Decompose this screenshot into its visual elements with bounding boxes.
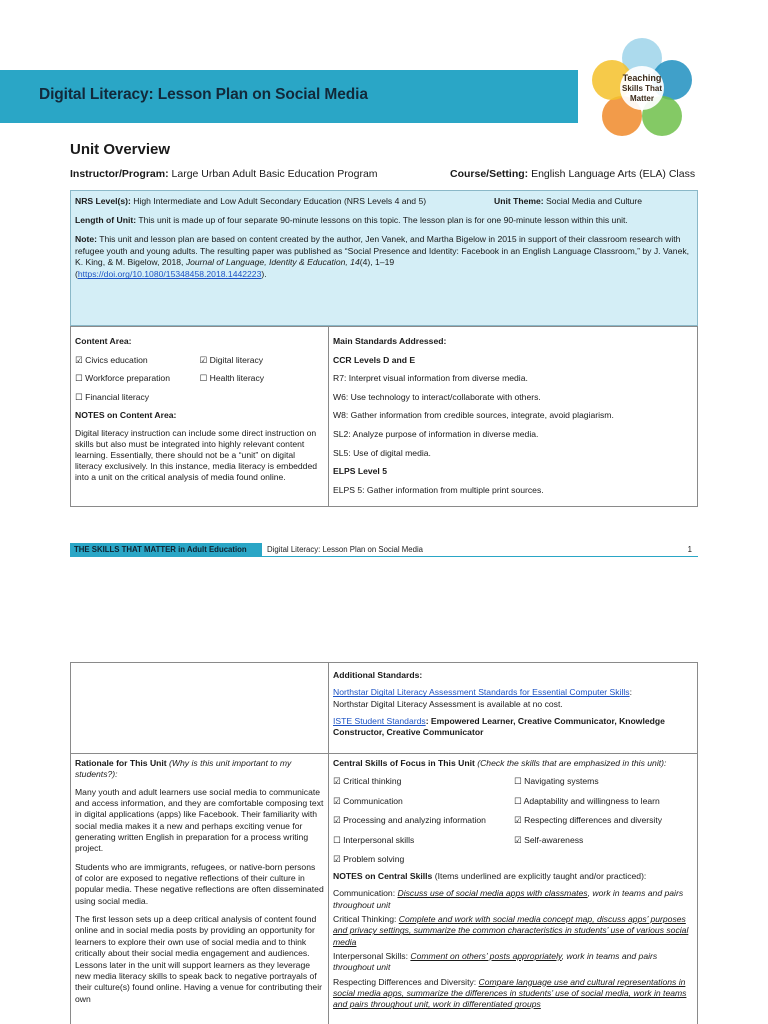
page-footer xyxy=(70,543,698,557)
central-skills-label: Central Skills of Focus in This Unit xyxy=(333,758,475,768)
content-area-cell xyxy=(71,327,329,506)
checkbox-digital-literacy[interactable]: ☑ Digital literacy xyxy=(199,354,264,365)
standard-item: W8: Gather information from credible sources, integrate, avoid plagiarism. xyxy=(333,410,614,421)
rationale-label: Rationale for This Unit xyxy=(75,758,167,768)
checkbox-civics[interactable]: ☑ Civics education xyxy=(75,354,148,365)
note-critical-thinking: Critical Thinking: Complete and work with social media concept map, discuss apps’ purposes and privacy settings, summarize the common characteristics in students’ use of various social media xyxy=(333,913,689,947)
checkbox-workforce[interactable]: ☐ Workforce preparation xyxy=(75,373,170,384)
checkbox-interpersonal[interactable]: ☐ Interpersonal skills xyxy=(333,834,415,845)
rationale-p3: The first lesson sets up a deep critical analysis of content found online and in social media posts by providing an opportunity for learners to explore their own use of social media and to think critically about their social media engagement and audiences. Lessons later in the unit will support learners as they leverage new media literacy skills to speak back to negative portrayals of their culture(s) found online. Having a venue for contributing their own xyxy=(75,914,322,1004)
instructor-label: Instructor/Program: Large Urban Adult Basic Education Program xyxy=(70,168,378,180)
checked-box-icon: ☑ xyxy=(333,854,341,865)
logo-text-1: Teaching xyxy=(622,73,662,83)
northstar-note: Northstar Digital Literacy Assessment is available at no cost. xyxy=(333,698,563,709)
checkbox-adaptability[interactable]: ☐ Adaptability and willingness to learn xyxy=(514,795,660,806)
unchecked-box-icon: ☐ xyxy=(333,834,341,845)
course-setting: Course/Setting: English Language Arts (ELA) Class xyxy=(450,168,696,180)
footer-brand: THE SKILLS THAT MATTER in Adult Education xyxy=(70,543,262,557)
unchecked-box-icon: ☐ xyxy=(75,373,83,384)
unit-length: Length of Unit: This unit is made up of four separate 90-minute lessons on this topic. The lesson plan is for one 90-minute lesson within this unit. xyxy=(75,214,628,225)
footer-doc-title: Digital Literacy: Lesson Plan on Social Media xyxy=(267,545,424,554)
checkbox-problem-solving[interactable]: ☑ Problem solving xyxy=(333,854,405,865)
empty-cell xyxy=(71,663,329,753)
ccr-label: CCR Levels D and E xyxy=(333,354,416,365)
main-standards-cell xyxy=(329,327,697,506)
checkbox-financial[interactable]: ☐ Financial literacy xyxy=(75,391,150,402)
checked-box-icon: ☑ xyxy=(514,834,522,845)
unit-overview-heading: Unit Overview xyxy=(70,141,171,158)
standard-item: R7: Interpret visual information from diverse media. xyxy=(333,373,528,384)
main-standards-label: Main Standards Addressed: xyxy=(333,336,447,346)
rationale-cell xyxy=(71,754,329,1024)
unit-note: Note: This unit and lesson plan are based on content created by the author, Jen Vanek, and Martha Bigelow in 2015 in support of their classroom research with refugee youth and young adults. The resulting paper was published as “Social Presence and Identity: Facebook in an English Language Classroom,” by J. Vanek, K. King, & M. Bigelow, 2018, Journal of Language, Identity & Education, 14(4), 1–19 (https://doi.org/10.1080/15348458.2018.1442223). xyxy=(75,233,690,280)
unit-theme: Unit Theme: Social Media and Culture xyxy=(494,196,643,206)
unchecked-box-icon: ☐ xyxy=(514,776,522,787)
central-notes-label: NOTES on Central Skills xyxy=(333,870,433,881)
checked-box-icon: ☑ xyxy=(333,815,341,826)
page-number: 1 xyxy=(687,545,692,554)
standard-item: W6: Use technology to interact/collaborate with others. xyxy=(333,391,541,402)
content-area-label: Content Area: xyxy=(75,336,132,346)
rationale-p2: Students who are immigrants, refugees, or native-born persons of color are exposed to negative reflections of their culture in popular media. These negative reflections are often disseminated using social media. xyxy=(75,861,324,906)
doi-link[interactable]: https://doi.org/10.1080/15348458.2018.1442223 xyxy=(77,269,262,280)
note-interpersonal: Interpersonal Skills: Comment on others’ posts appropriately, work in teams and pairs throughout unit xyxy=(333,950,658,973)
note-respecting-differences: Respecting Differences and Diversity: Compare language use and cultural representations in social media apps, summarize the differences in students’ use of social media, work in teams and pairs throughout unit, work in differentiated groups xyxy=(333,976,687,1010)
checked-box-icon: ☑ xyxy=(199,354,208,365)
elps-label: ELPS Level 5 xyxy=(333,466,387,477)
content-notes-label: NOTES on Content Area: xyxy=(75,410,177,421)
unchecked-box-icon: ☐ xyxy=(514,795,522,806)
footer-rule xyxy=(262,556,698,557)
elps-item: ELPS 5: Gather information from multiple print sources. xyxy=(333,484,544,495)
checked-box-icon: ☑ xyxy=(514,815,522,826)
additional-standards-label: Additional Standards: xyxy=(333,670,423,680)
iste-standards: : Empowered Learner, Creative Communicator, Knowledge Constructor, Creative Communicator xyxy=(333,716,665,738)
checked-box-icon: ☑ xyxy=(75,354,83,365)
logo-text-3: Matter xyxy=(629,94,655,103)
checkbox-self-awareness[interactable]: ☑ Self-awareness xyxy=(514,834,584,845)
iste-link[interactable]: ISTE Student Standards xyxy=(333,716,426,727)
rationale-p1: Many youth and adult learners use social media to communicate and access information, and they are comfortable composing text in digital applications (apps) like Facebook. Their familiarity with social media makes it a new and perhaps exciting venue for generating written English in preparation for a process writing project. xyxy=(75,786,324,854)
rationale-prompt: (Why is this unit important to my students?): xyxy=(75,758,292,780)
checkbox-respecting-differences[interactable]: ☑ Respecting differences and diversity xyxy=(514,815,663,826)
nrs-levels: NRS Level(s): High Intermediate and Low Adult Secondary Education (NRS Levels 4 and 5) xyxy=(75,196,427,206)
document-title: Digital Literacy: Lesson Plan on Social Media xyxy=(39,86,368,103)
checkbox-navigating-systems[interactable]: ☐ Navigating systems xyxy=(514,776,599,787)
unchecked-box-icon: ☐ xyxy=(199,373,208,384)
standard-item: SL2: Analyze purpose of information in diverse media. xyxy=(333,428,539,439)
title-bar xyxy=(0,70,578,123)
logo-text-2: Skills That xyxy=(621,84,663,93)
unchecked-box-icon: ☐ xyxy=(75,391,83,402)
central-skills-cell xyxy=(329,754,697,1024)
teaching-skills-logo xyxy=(590,38,694,142)
checkbox-communication[interactable]: ☑ Communication xyxy=(333,795,403,806)
unit-details-table xyxy=(70,662,698,1024)
standards-table xyxy=(70,326,698,507)
checkbox-processing-info[interactable]: ☑ Processing and analyzing information xyxy=(333,815,486,826)
content-notes-text: Digital literacy instruction can include some direct instruction on skills but also must be integrated into highly relevant content learning. Essentially, there should not be a “unit” on digital literacy exclusively. In this instance, media literacy is embedded into a unit on the critical analysis of media found online. xyxy=(75,427,318,482)
central-notes-prompt: (Items underlined are explicitly taught and/or practiced): xyxy=(432,870,647,881)
additional-standards-cell: Additional Standards: Northstar Digital Literacy Assessment Standards for Essential Computer Skills: Northstar Digital Literacy Assessment is available at no cost. ISTE Student Standards: Empowered Learner, Creative Communicator, Knowledge Constructor, Creative Communicator xyxy=(329,663,697,753)
northstar-link[interactable]: Northstar Digital Literacy Assessment Standards for Essential Computer Skills xyxy=(333,687,630,698)
instructor-row xyxy=(70,168,700,180)
checked-box-icon: ☑ xyxy=(333,795,341,806)
checkbox-critical-thinking[interactable]: ☑ Critical thinking xyxy=(333,776,402,787)
central-skills-prompt: (Check the skills that are emphasized in this unit): xyxy=(474,758,667,768)
checkbox-health-literacy[interactable]: ☐ Health literacy xyxy=(199,373,265,384)
standard-item: SL5: Use of digital media. xyxy=(333,447,431,458)
note-communication: Communication: Discuss use of social media apps with classmates, work in teams and pairs throughout unit xyxy=(333,888,684,910)
unit-info-box xyxy=(70,190,698,326)
checked-box-icon: ☑ xyxy=(333,776,341,787)
